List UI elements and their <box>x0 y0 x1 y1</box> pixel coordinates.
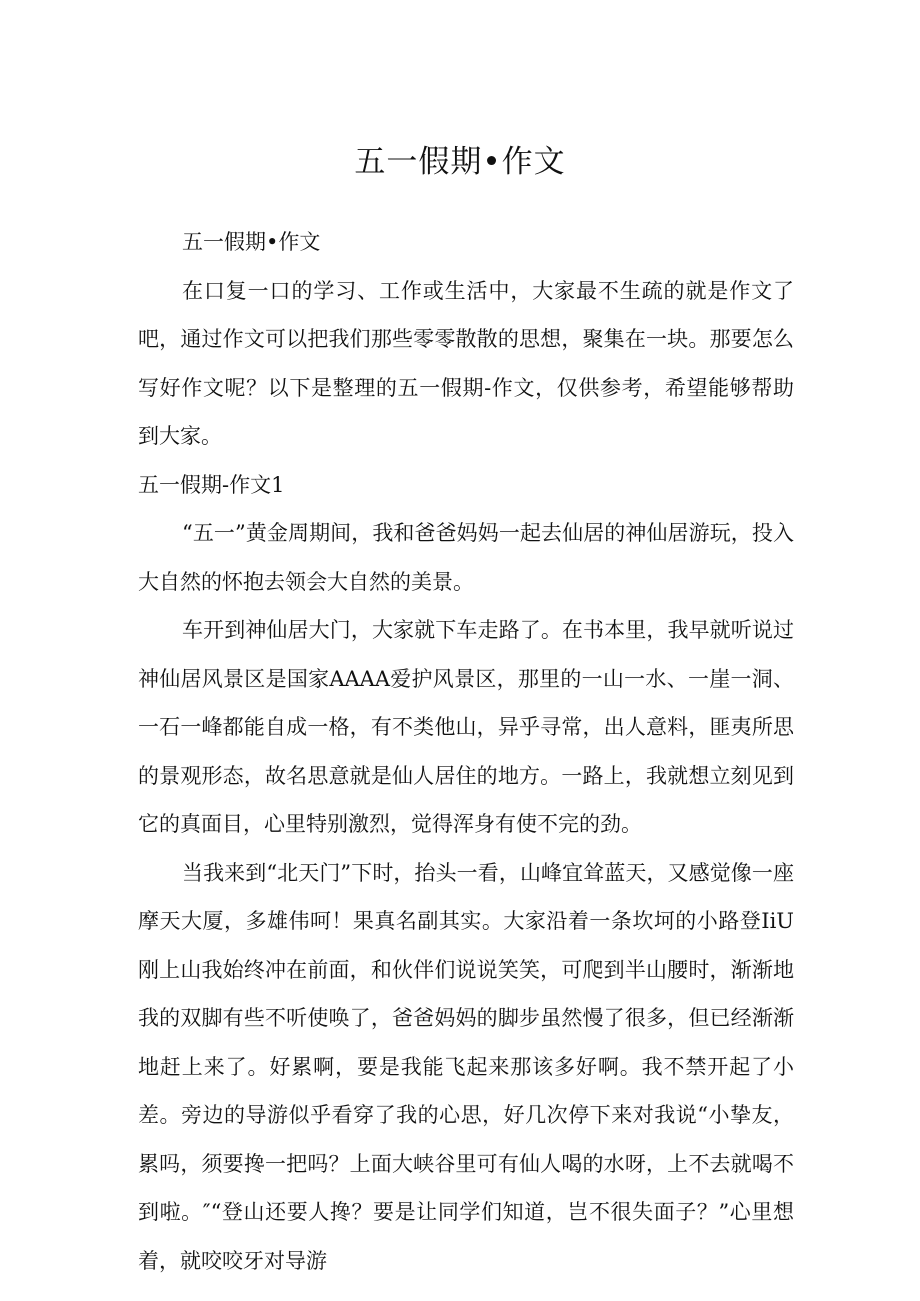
paragraph-intro: 在口复一口的学习、工作或生活中，大家最不生疏的就是作文了吧，通过作文可以把我们那些零零散散的思想，聚集在一块。那要怎么写好作文呢？以下是整理的五一假期-作文，仅供参考，希望能够帮助到大家。 <box>138 278 794 448</box>
paragraph: “五一”黄金周期间，我和爸爸妈妈一起去仙居的神仙居游玩，投入大自然的怀抱去领会大自然的美景。 <box>138 521 794 594</box>
document-body <box>138 218 794 1285</box>
document-title: 五一假期•作文 <box>354 144 566 180</box>
paragraph: 车开到神仙居大门，大家就下车走路了。在书本里，我早就听说过神仙居风景区是国家AAAA爱护风景区，那里的一山一水、一崖一洞、一石一峰都能自成一格，有不类他山，异乎寻常，出人意料，匪夷所思的景观形态，故名思意就是仙人居住的地方。一路上，我就想立刻见到它的真面目，心里特别激烈，觉得浑身有使不完的劲。 <box>138 618 794 836</box>
paragraph-subtitle: 五一假期•作文 <box>182 230 321 254</box>
paragraph: 当我来到“北天门”下时，抬头一看，山峰宜耸蓝天，又感觉像一座摩天大厦，多雄伟呵！果真名副其实。大家沿着一条坎坷的小路登IiU刚上山我始终冲在前面，和伙伴们说说笑笑，可爬到半山腰时，渐渐地我的双脚有些不听使唤了，爸爸妈妈的脚步虽然慢了很多，但已经渐渐地赶上来了。好累啊，要是我能飞起来那该多好啊。我不禁开起了小差。旁边的导游似乎看穿了我的心思，好几次停下来对我说“小挚友，累吗，须要搀一把吗？上面大峡谷里可有仙人喝的水呀，上不去就喝不到啦。″“登山还要人搀？要是让同学们知道，岂不很失面子？”心里想着，就咬咬牙对导游 <box>138 860 794 1273</box>
section-heading: 五一假期-作文1 <box>138 472 285 497</box>
